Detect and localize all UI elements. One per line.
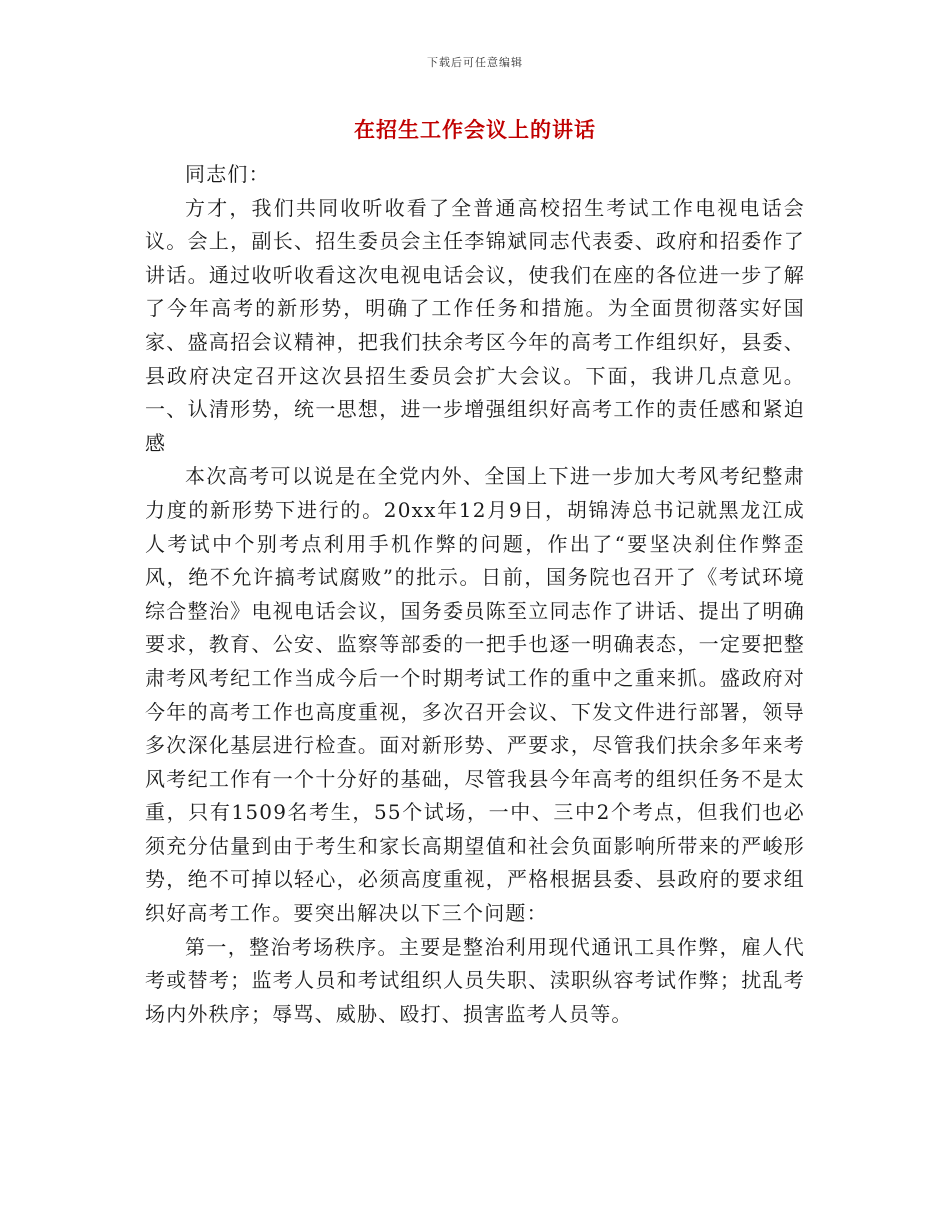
document-title: 在招生工作会议上的讲话 [354,117,596,142]
salutation-paragraph: 同志们： [185,162,270,186]
page-header: 下载后可任意编辑 [427,56,523,69]
body-paragraph: 本次高考可以说是在全党内外、全国上下进一步加大考风考纪整肃力度的新形势下进行的。20xx年12月9日，胡锦涛总书记就黑龙江成人考试中个别考点利用手机作弊的问题，作出了“要坚决刹住作弊歪风，绝不允许搞考试腐败”的批示。日前，国务院也召开了《考试环境综合整治》电视电话会议，国务委员陈至立同志作了讲话、提出了明确要求，教育、公安、监察等部委的一把手也逐一明确表态，一定要把整肃考风考纪工作当成今后一个时期考试工作的重中之重来抓。盛政府对今年的高考工作也高度重视，多次召开会议、下发文件进行部署，领导多次深化基层进行检查。面对新形势、严要求，尽管我们扶余多年来考风考纪工作有一个十分好的基础，尽管我县今年高考的组织任务不是太重，只有1509名考生，55个试场，一中、三中2个考点，但我们也必须充分估量到由于考生和家长高期望值和社会负面影响所带来的严峻形势，绝不可掉以轻心，必须高度重视，严格根据县委、县政府的要求组织好高考工作。要突出解决以下三个问题： [145,464,805,926]
body-paragraph: 方才，我们共同收听收看了全普通高校招生考试工作电视电话会议。会上，副长、招生委员会主任李锦斌同志代表委、政府和招委作了讲话。通过收听收看这次电视电话会议，使我们在座的各位进一步了解了今年高考的新形势，明确了工作任务和措施。为全面贯彻落实好国家、盛高招会议精神，把我们扶余考区今年的高考工作组织好，县委、县政府决定召开这次县招生委员会扩大会议。下面，我讲几点意见。一、认清形势，统一思想，进一步增强组织好高考工作的责任感和紧迫感 [145,195,805,455]
document-body [145,158,805,1031]
body-paragraph: 第一，整治考场秩序。主要是整治利用现代通讯工具作弊，雇人代考或替考；监考人员和考试组织人员失职、渎职纵容考试作弊；扰乱考场内外秩序；辱骂、威胁、殴打、损害监考人员等。 [145,934,805,1026]
